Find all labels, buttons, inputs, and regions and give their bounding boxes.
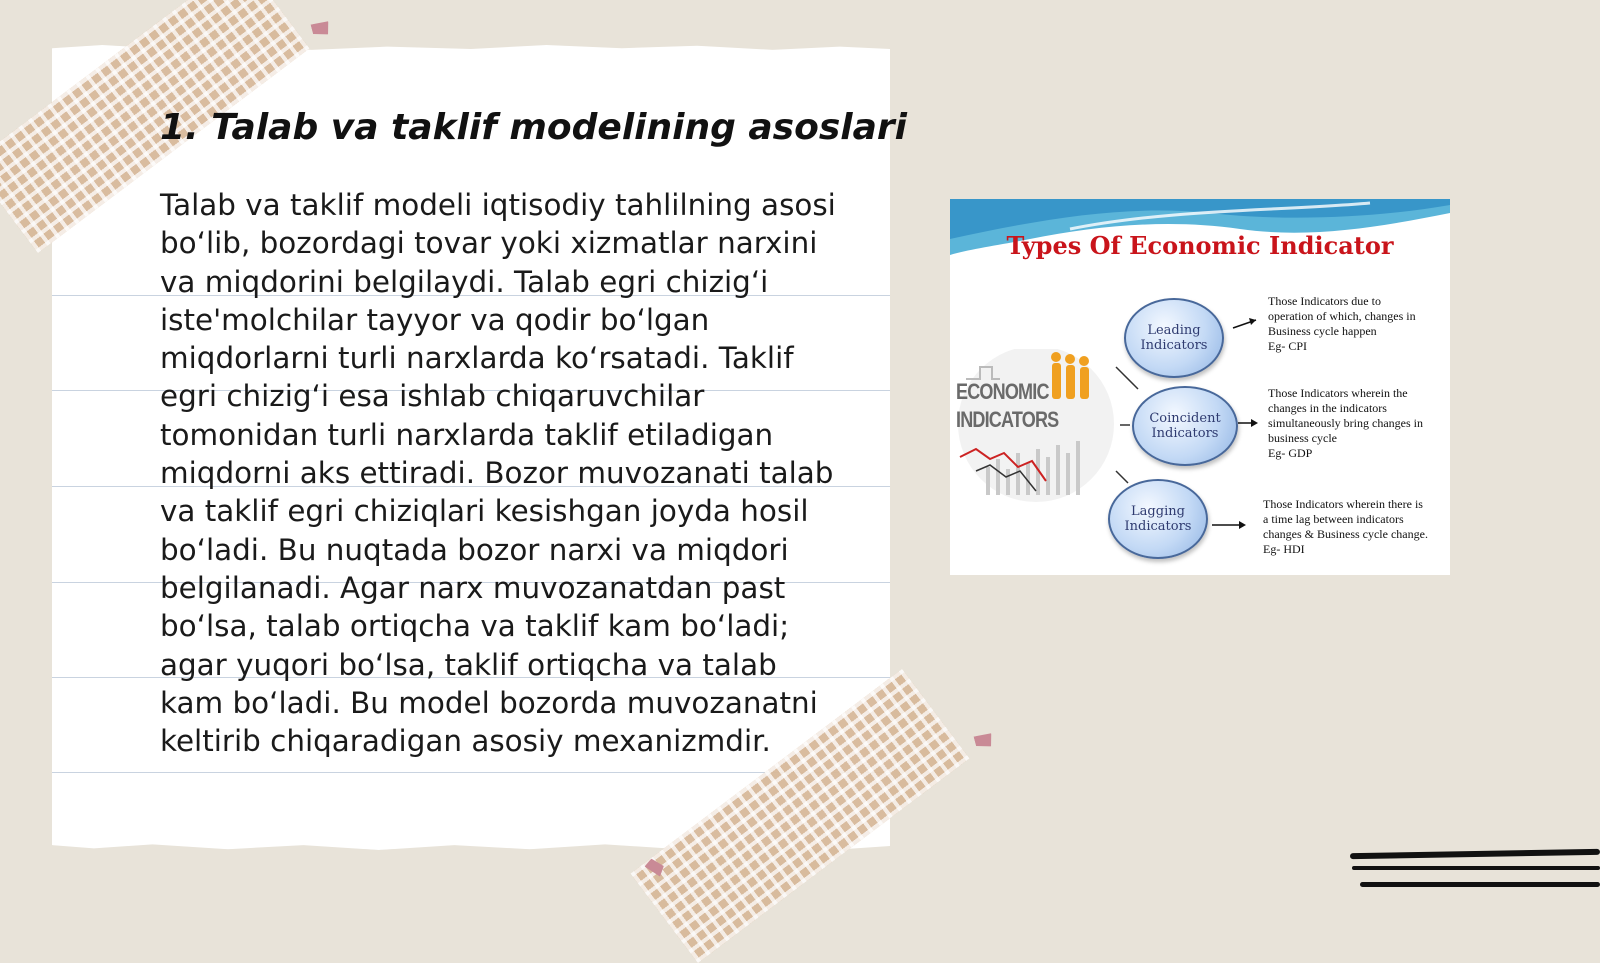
bubble-coincident-indicators bbox=[1132, 386, 1238, 466]
bubble-leading-indicators bbox=[1124, 298, 1224, 378]
logo-label-line-1: ECONOMIC bbox=[956, 379, 1049, 404]
description-lagging: Those Indicators wherein there is a time lag between indicators changes & Business cycle change. Eg- HDI bbox=[1263, 497, 1428, 556]
slide-body-text: Talab va taklif modeli iqtisodiy tahlilning asosi bo‘lib, bozordagi tovar yoki xizmatlar narxini va miqdorini belgilaydi. Talab egri chizig‘i iste'molchilar tayyor va qodir bo‘lgan miqdorlarni turli narxlarda ko‘rsatadi. Taklif egri chizig‘i esa ishlab chiqaruvchilar tomonidan turli narxlarda taklif etiladigan miqdorni aks ettiradi. Bozor muvozanati talab va taklif egri chiziqlari kesishgan joyda hosil bo‘ladi. Bu nuqtada bozor narxi va miqdori belgilanadi. Agar narx muvozanatdan past bo‘lsa, talab ortiqcha va taklif kam bo‘ladi; agar yuqori bo‘lsa, taklif ortiqcha va talab kam bo‘ladi. Bu model bozorda muvozanatni keltirib chiqaradigan asosiy mexanizmdir. bbox=[160, 188, 836, 759]
figure-title: Types Of Economic Indicator bbox=[1006, 231, 1394, 260]
logo-label-line-2: INDICATORS bbox=[956, 407, 1059, 432]
bubble-label: Leading Indicators bbox=[1140, 323, 1208, 353]
brush-stroke-decoration bbox=[1352, 866, 1600, 870]
tape-flag-decoration bbox=[973, 732, 994, 750]
economic-indicator-figure bbox=[950, 199, 1450, 575]
description-coincident: Those Indicators wherein the changes in the indicators simultaneously bring changes in business cycle Eg- GDP bbox=[1268, 386, 1423, 460]
bubble-label: Lagging Indicators bbox=[1124, 504, 1192, 534]
slide-title: 1. Talab va taklif modelining asoslari bbox=[160, 107, 907, 148]
bubble-lagging-indicators bbox=[1108, 479, 1208, 559]
brush-stroke-decoration bbox=[1350, 849, 1600, 859]
description-leading: Those Indicators due to operation of which, changes in Business cycle happen Eg- CPI bbox=[1268, 294, 1416, 353]
bubble-label: Coincident Indicators bbox=[1149, 411, 1221, 441]
tape-flag-decoration bbox=[310, 20, 331, 38]
brush-stroke-decoration bbox=[1360, 882, 1600, 887]
